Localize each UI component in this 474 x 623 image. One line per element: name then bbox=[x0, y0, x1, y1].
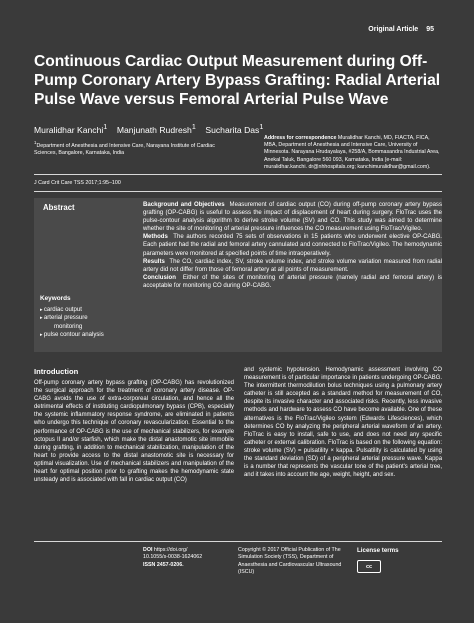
correspondence: Address for correspondence Muralidhar Kanchi, MD, FIACTA, FICA, MBA, Department of Anesthesia and Intensive Care, University of Minnesota. Narayana Hrudayalaya, #258/A, Bommasandra Industrial Area, Anekal Taluk, Bangalore 560 093, Karnataka, India (e-mail: muralidhar.kanchi. dr@nhhospitals.org; kanchimuralidhar@gmail.com). bbox=[264, 135, 440, 170]
introduction-left-column: Off-pump coronary artery bypass grafting (OP-CABG) has revolutionized the surgical approach for the treatment of coronary artery disease. OP-CABG avoids the use of extra-corporeal circulation, and hence all the detrimental effects of instituting cardiopulmonary bypass (CPB), especially the systemic inflammatory response syndrome, are eliminated in patients who undergo this technique of coronary revascularization. Essential to the performance of OP-CABG is the use of mechanical stabilizers, for example octopus II and/or starfish, which make the distal anastomotic site immobile during grafting, in addition to mechanical stabilization, manipulation of the heart to provide access to the distal anastomotic site is necessary for optimal visualization. Use of mechanical stabilizers and manipulation of the heart for optimal position prior to grafting makes the hemodynamic state unsteady and is associated with fall in cardiac output (CO) bbox=[34, 380, 234, 484]
copyright-notice: Copyright © 2017 Official Publication of The Simulation Society (TSS), Department of Anaesthesia and Cardiovascular Ultrasound (ISCU) bbox=[238, 547, 342, 575]
running-header bbox=[368, 26, 434, 33]
keyword-item: ▸ arterial pressure bbox=[40, 314, 104, 322]
page-number: 95 bbox=[426, 26, 434, 33]
footer-divider bbox=[34, 541, 442, 542]
license-heading: License terms bbox=[357, 547, 399, 554]
doi-link[interactable]: https://doi.org/ bbox=[153, 547, 188, 553]
keyword-item: ▸ pulse contour analysis bbox=[40, 331, 104, 339]
article-title: Continuous Cardiac Output Measurement during Off-Pump Coronary Artery Bypass Grafting: Radial Arterial Pulse Wave versus Femoral Arterial Pulse Wave bbox=[34, 53, 441, 108]
section-label: Original Article bbox=[368, 26, 419, 33]
author: Sucharita Das$^1$ bbox=[205, 123, 264, 135]
abstract-paragraph: Results The CO, cardiac index, SV, stroke volume index, and stroke volume variation measured from radial artery did not differ from those of femoral artery at all points of measurement. bbox=[143, 258, 442, 273]
divider bbox=[34, 191, 442, 192]
author: Muralidhar Kanchi$^1$ bbox=[34, 123, 108, 135]
abstract-paragraph: Conclusion Either of the sites of monitoring of arterial pressure (namely radial and femoral artery) is acceptable for monitoring CO during OP-CABG. bbox=[143, 274, 442, 289]
keyword-item: monitoring bbox=[54, 323, 83, 330]
keyword-item: ▸ cardiac output bbox=[40, 306, 104, 314]
abstract-body bbox=[143, 201, 442, 290]
journal-citation: J Card Crit Care TSS 2017;1:95–100 bbox=[34, 180, 121, 186]
abstract-heading: Abstract bbox=[43, 203, 75, 212]
affiliation: $^1$Department of Anesthesia and Intensive Care, Narayana Institute of Cardiac Sciences, Bangalore, Karnataka, India bbox=[34, 140, 215, 156]
introduction-heading: Introduction bbox=[34, 367, 79, 376]
keyword-list bbox=[40, 306, 104, 340]
creative-commons-icon[interactable]: cc bbox=[357, 560, 381, 573]
author: Manjunath Rudresh$^1$ bbox=[116, 123, 196, 135]
abstract-paragraph: Methods The authors recorded 75 sets of observations in 15 patients who underwent elective OP-CABG. Each patient had the radial and femoral artery cannulated and connected to FloTrac/Vigileo. The hemodynamic parameters were monitored at specified points of time intraoperatively. bbox=[143, 234, 442, 257]
divider bbox=[34, 174, 442, 175]
abstract-paragraph: Background and Objectives Measurement of cardiac output (CO) during off-pump coronary artery bypass grafting (OP-CABG) is useful to assess the impact of displacement of heart during surgery. FloTrac uses the pulse-contour analysis algorithm to derive stroke volume (SV) and CO. This study was aimed to determine whether the site of monitoring of arterial pressure influences the CO measurement using FloTrac/Vigileo. bbox=[143, 202, 442, 233]
doi-block: DOI https://doi.org/ 10.1055/s-0038-1624062 ISSN 2457-0206. bbox=[143, 547, 203, 568]
license-block bbox=[357, 547, 443, 573]
introduction-right-column: and systemic hypotension. Hemodynamic assessment involving CO measurement is of particular importance in patients undergoing OP-CABG. The intermittent thermodilution bolus techniques using a pulmonary artery catheter is still accepted as a standard method for measurement of CO, despite its invasive character and associated risks. Recently, less invasive methods and hardware to assess CO have become available. One of these alternatives is the FloTrac/Vigileo system (Edwards Lifesciences), which determines CO by analyzing the peripheral arterial waveform of an artery. FloTrac is easy to install, safe to use, and does not need any specific catheter or external calibration. FloTrac is based on the following equation: stroke volume (SV) = pulsatility × kappa. Pulsatility is calculated by using the standard deviation (SD) of a peripheral arterial pressure wave. Kappa is a number that represents the vascular tone of the patient's arterial tree, and it takes into account the age, weight, height, and sex. bbox=[244, 367, 442, 479]
author-list bbox=[34, 123, 263, 135]
keywords-heading: Keywords bbox=[40, 295, 71, 302]
